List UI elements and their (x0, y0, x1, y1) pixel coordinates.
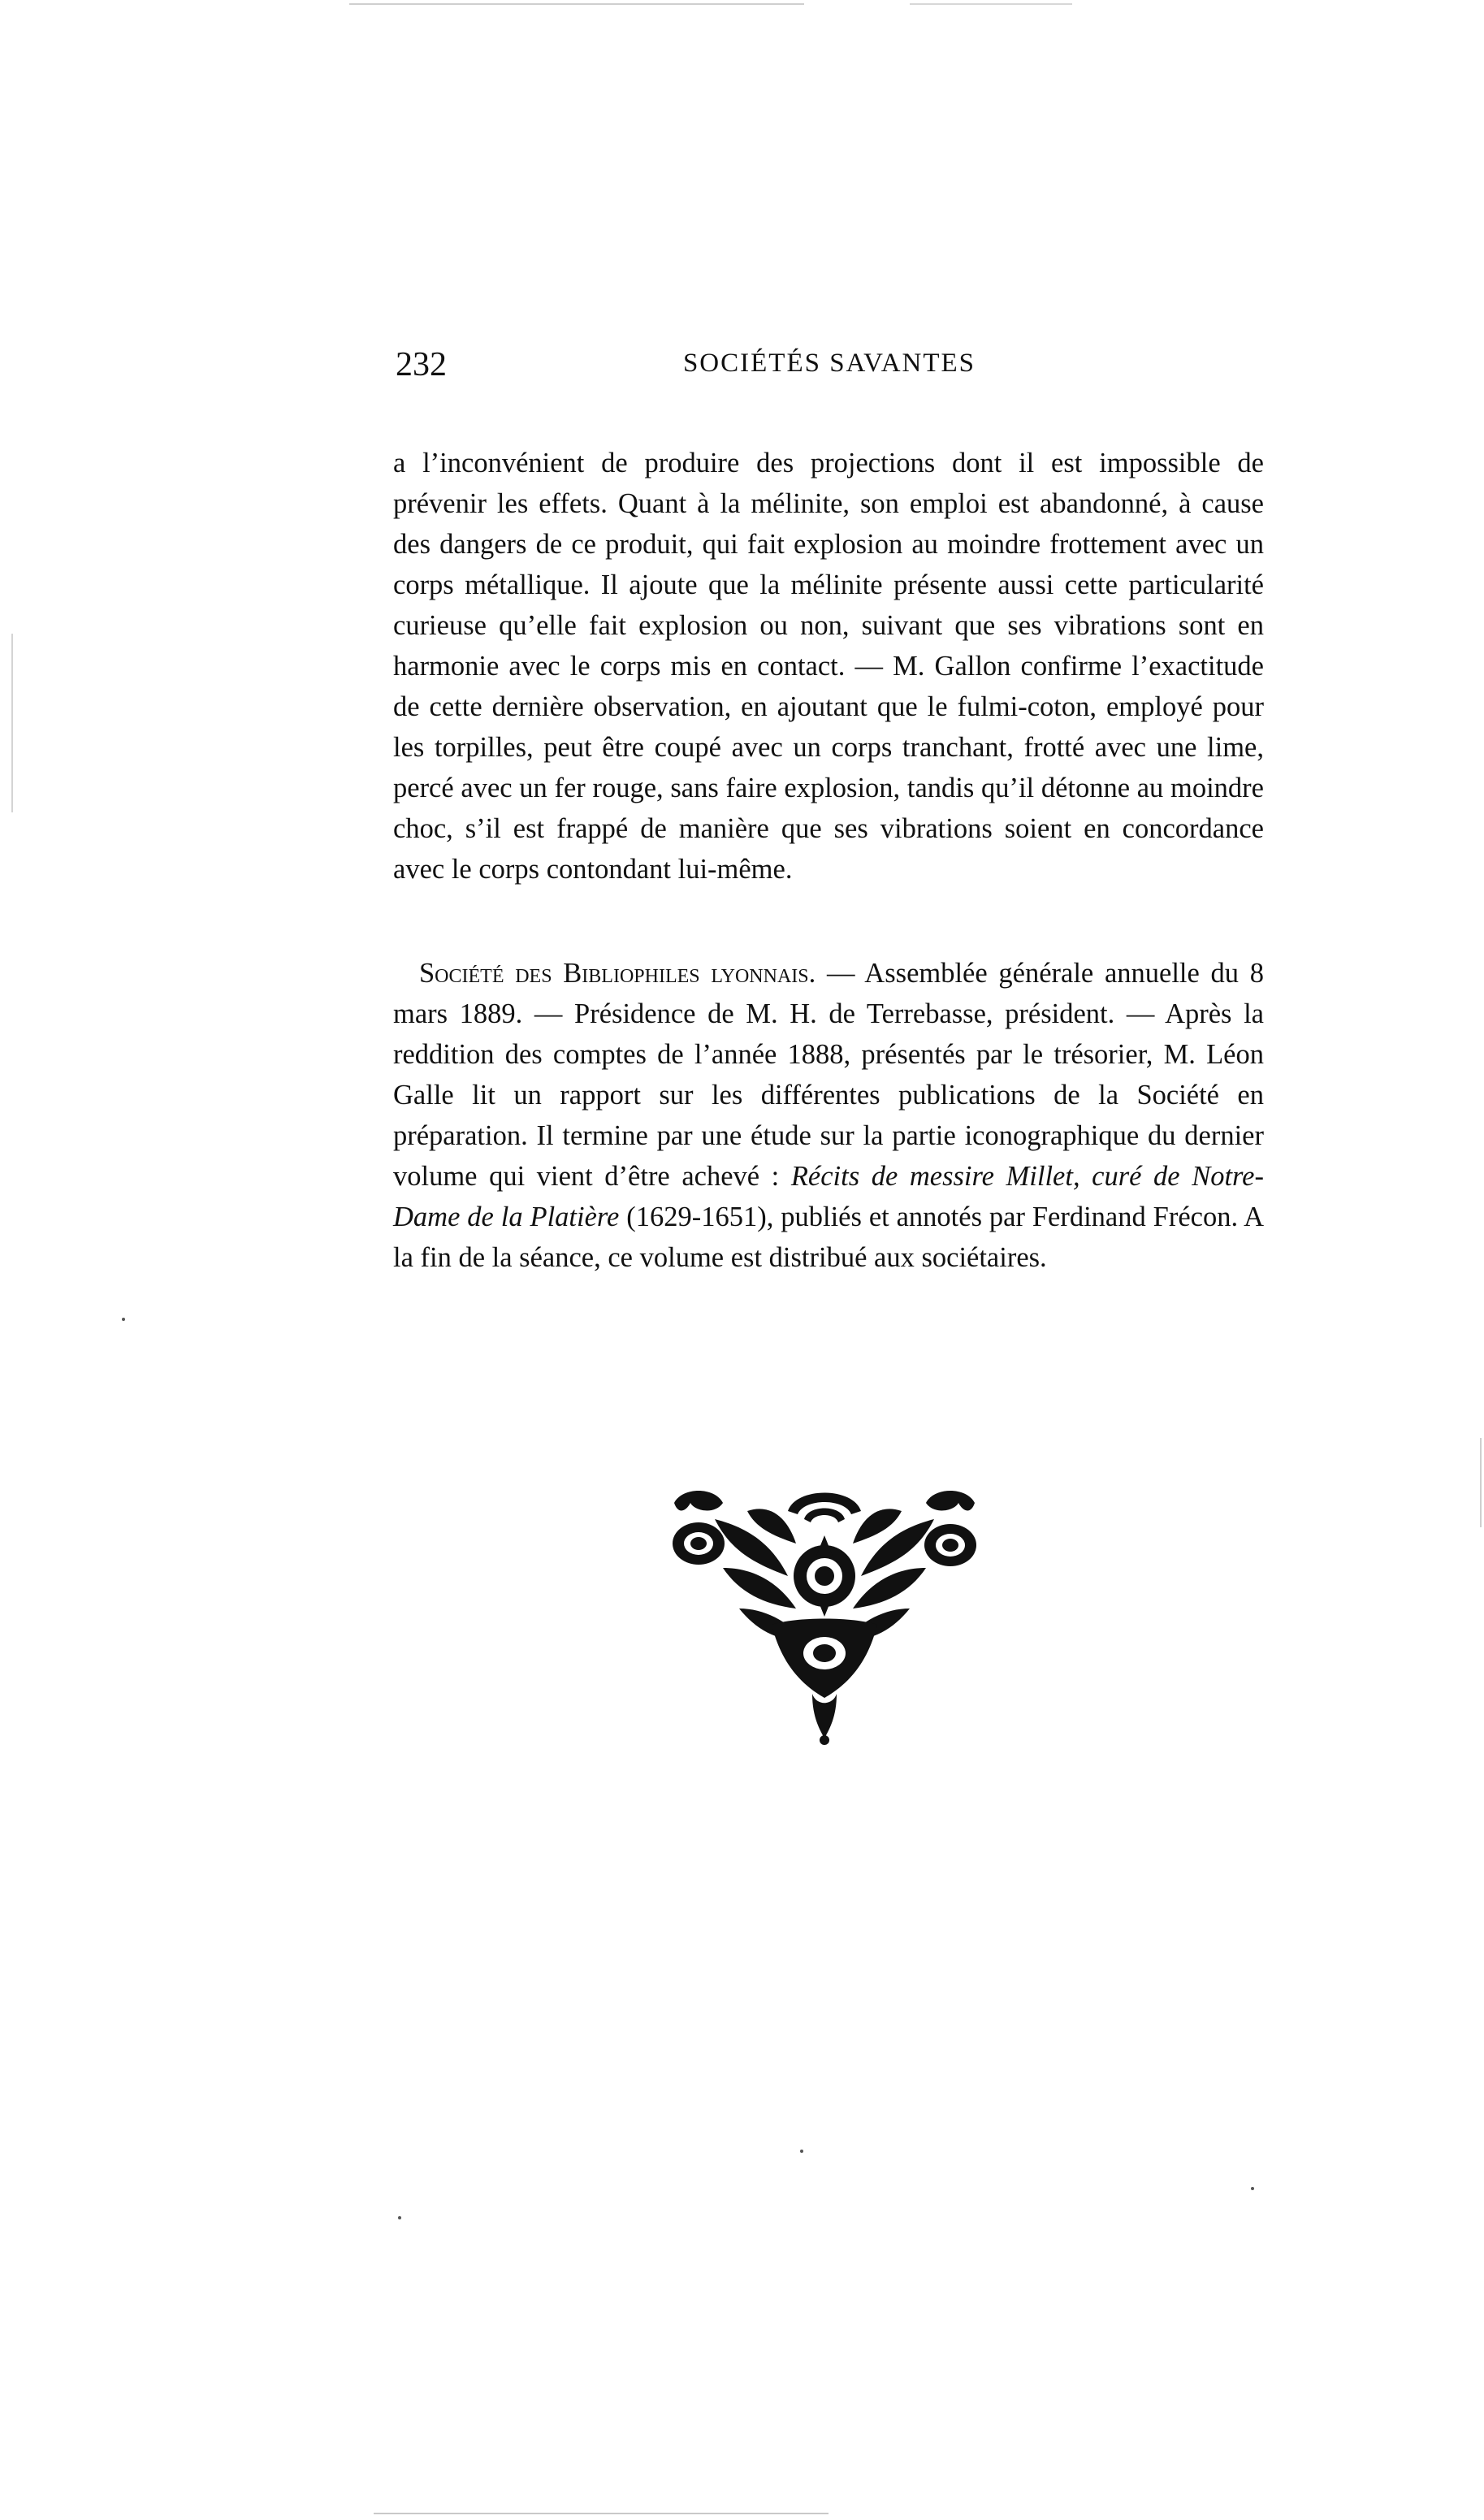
paragraph-bibliophiles (393, 953, 1264, 1278)
paragraph-text-after-title: (1629-1651), publiés et annotés par Ferdinand Frécon. A la fin de la séance, ce volume est distribué aux sociétaires. (393, 1201, 1264, 1273)
scan-edge-bottom (374, 2513, 829, 2514)
speck (398, 2216, 401, 2219)
page-header (396, 345, 1263, 394)
page-number: 232 (396, 346, 447, 383)
scan-edge-right (1480, 1438, 1482, 1527)
floral-tailpiece-icon (666, 1487, 983, 1747)
paragraph-text-before-title: — Assemblée générale annuelle du 8 mars 1889. — Présidence de M. H. de Terrebasse, président. — Après la reddition des comptes de l’année 1888, présentés par le trésorier, M. Léon Galle lit un rapport sur les différentes publications de la Société en préparation. Il termine par une étude sur la partie iconographique du dernier volume qui vient d’être achevé : (393, 957, 1265, 1192)
speck (1251, 2187, 1254, 2190)
scan-edge-top (349, 3, 804, 5)
book-title: Récits de messire Millet, curé de Notre-Dame de la Platière (393, 1160, 1264, 1232)
speck (122, 1318, 125, 1321)
society-name: Société des Bibliophiles lyonnais. (419, 957, 816, 989)
running-head: SOCIÉTÉS SAVANTES (682, 349, 976, 378)
scan-edge-left (11, 634, 13, 812)
paragraph-explosives: a l’inconvénient de produire des projections dont il est impossible de prévenir les effets. Quant à la mélinite, son emploi est abandonné, à cause des dangers de ce produit, qui fait explosion au moindre frottement avec un corps métallique. Il ajoute que la mélinite présente aussi cette particularité curieuse qu’elle fait explosion ou non, suivant que ses vibrations sont en harmonie avec le corps mis en contact. — M. Gallon confirme l’exactitude de cette dernière observation, en ajoutant que le fulmi-coton, employé pour les torpilles, peut être coupé avec un corps tranchant, frotté avec une lime, percé avec un fer rouge, sans faire explosion, tandis qu’il détonne au moindre choc, s’il est frappé de manière que ses vibrations soient en concordance avec le corps contondant lui-même. (393, 447, 1264, 885)
scan-edge-top-secondary (910, 3, 1072, 5)
speck (800, 2150, 803, 2153)
